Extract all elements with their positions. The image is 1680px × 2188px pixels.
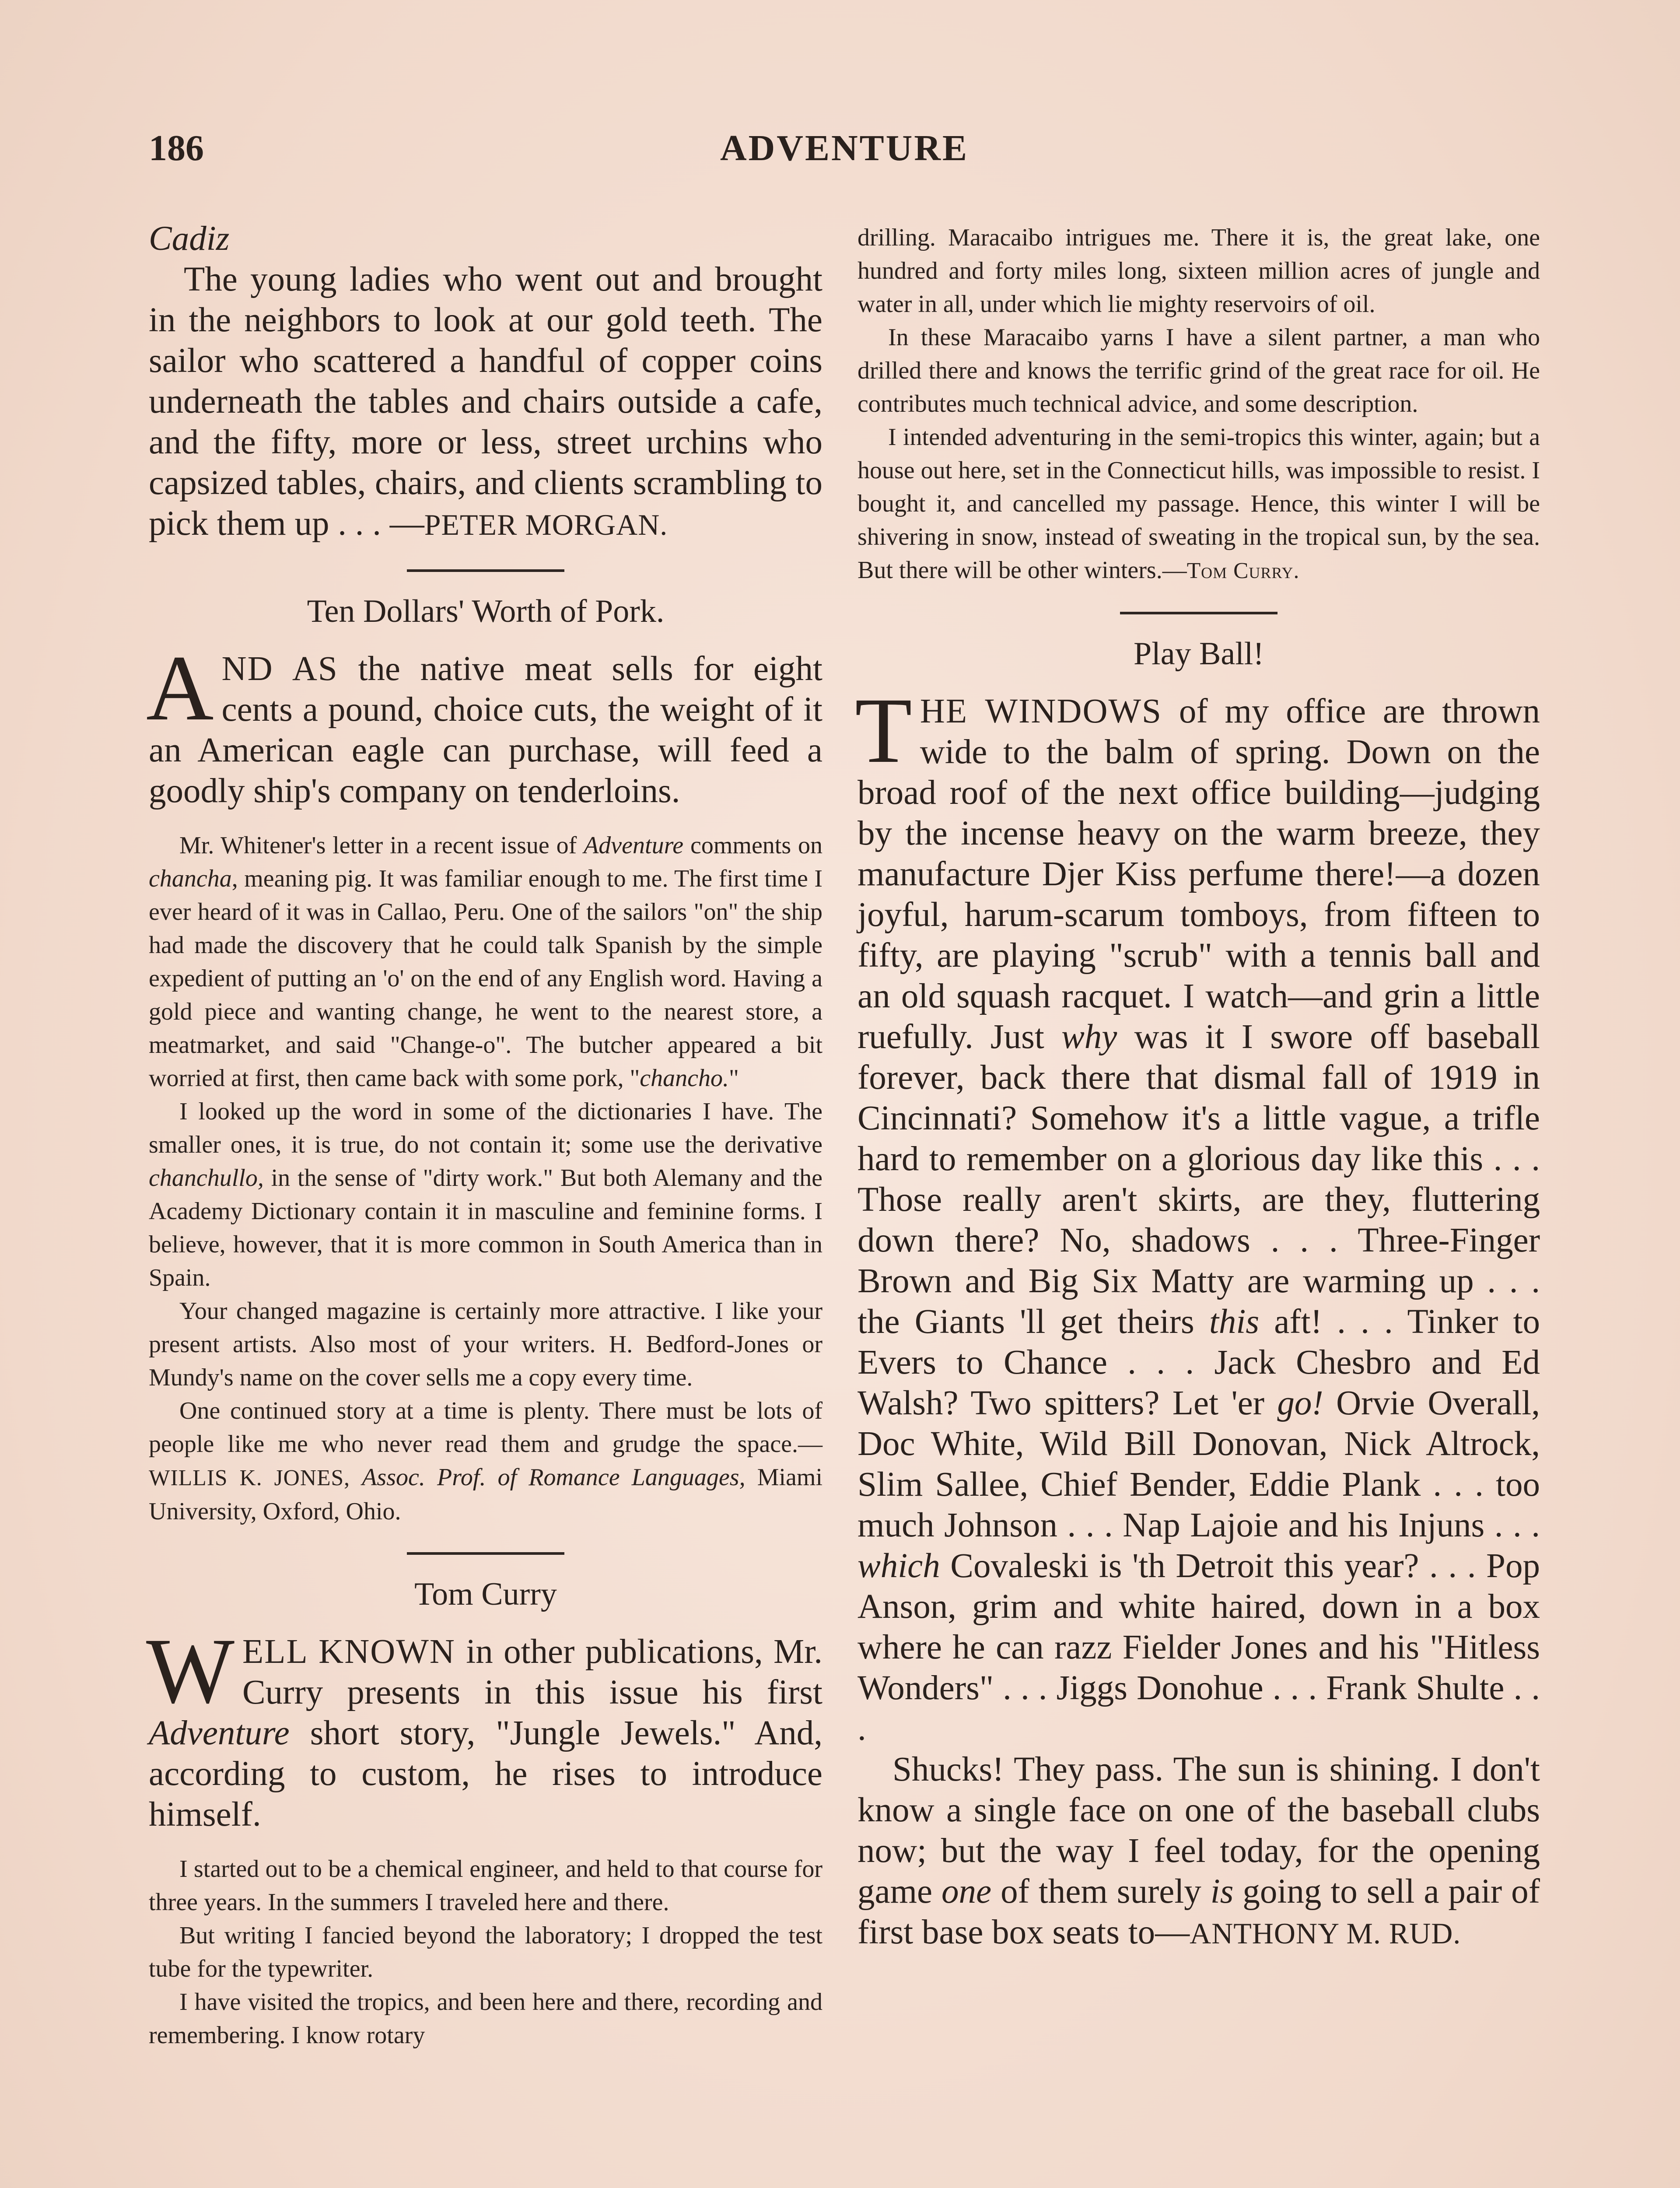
- pork-dropcap: A: [146, 636, 214, 740]
- right-column: [855, 221, 1540, 1954]
- pork-lead: [146, 636, 822, 811]
- cadiz-place: Cadiz: [149, 220, 230, 258]
- text-run: go!: [1277, 1384, 1323, 1422]
- text-run: is: [1210, 1872, 1234, 1911]
- text-run: Orvie Overall, Doc White, Wild Bill Donovan, Nick Altrock, Slim Sallee, Chief Bender, Eddie Plank . . . too much Johnson . . . Nap Lajoie and his Injuns . . .: [858, 1384, 1540, 1544]
- curry-cont-p2: In these Maracaibo yarns I have a silent partner, a man who drilled there and knows the terrific grind of the great race for oil. He contributes much technical advice, and some description.: [858, 324, 1540, 417]
- playball-p2: [858, 1749, 1540, 1954]
- text-run: chancha: [149, 865, 232, 892]
- curry-cont-p1: drilling. Maracaibo intrigues me. There it is, the great lake, one hundred and forty miles long, sixteen million acres of jungle and water in all, under which lie mighty reservoirs of oil.: [858, 224, 1540, 318]
- section-divider: [1120, 612, 1278, 614]
- pork-lead-caps: ND AS: [221, 650, 338, 688]
- playball-signature: ANTHONY M. RUD.: [1190, 1917, 1461, 1950]
- pork-title: Ten Dollars' Worth of Pork.: [307, 593, 665, 629]
- cadiz-paragraph: [149, 259, 822, 545]
- curry-dropcap: W: [146, 1619, 234, 1723]
- text-run: , meaning pig. It was familiar enough to me. The first time I ever heard of it was in Callao, Peru. One of the sailors "on" the ship had made the discovery that he could talk Spanish by the simple expedient of putting an 'o' on the end of any English word. Having a gold piece and wanting change, he went to the nearest store, a meatmarket, and said "Change-o". The butcher appeared a bit worried at first, then came back with some pork, ": [149, 865, 822, 1092]
- text-run: I intended adventuring in the semi-tropics this winter, again; but a house out here, set in the Connecticut hills, was impossible to resist. I bought it, and cancelled my passage. Hence, this winter I will be shivering in snow, instead of sweating in the tropical sun, by the sea. But there will be other winters.—: [858, 424, 1540, 584]
- text-run: chancho.: [640, 1065, 729, 1092]
- text-run: this: [1209, 1303, 1260, 1341]
- text-run: of them surely: [991, 1872, 1211, 1911]
- pork-letter-p2: [149, 1095, 822, 1294]
- text-run: was it I swore off baseball forever, back there that dismal fall of 1919 in Cincinnati? Somehow it's a little vague, a trifle hard to remember on a glorious day like this . . . Those really aren't skirts, are they, fluttering down there? No, shadows . . . Three-Finger Brown and Big Six Matty are warming up . . . the Giants 'll get theirs: [858, 1018, 1540, 1341]
- text-run: One continued story at a time is plenty. There must be lots of people like me who never read them and grudge the space.—: [149, 1397, 822, 1458]
- text-run: why: [1061, 1018, 1117, 1056]
- curry-p2: But writing I fancied beyond the laboratory; I dropped the test tube for the typewriter.: [149, 1922, 822, 1982]
- playball-dropcap: T: [855, 679, 912, 782]
- text-run: comments on: [683, 832, 822, 859]
- curry-lead-caps: ELL KNOWN: [242, 1633, 455, 1671]
- curry-p1: I started out to be a chemical engineer, and held to that course for three years. In the summers I traveled here and there.: [149, 1855, 822, 1916]
- playball-lead-caps: HE WINDOWS: [920, 692, 1162, 730]
- text-run: I looked up the word in some of the dictionaries I have. The smaller ones, it is true, do not contain it; some use the derivative: [149, 1098, 822, 1158]
- curry-title: Tom Curry: [414, 1576, 557, 1612]
- curry-signature: Tom Curry.: [1186, 558, 1300, 583]
- playball-p1: [855, 679, 1540, 1749]
- text-run: [350, 1464, 362, 1491]
- section-divider: [407, 569, 564, 572]
- pork-letter-p3: Your changed magazine is certainly more attractive. I like your present artists. Also most of your writers. H. Bedford-Jones or Mundy's name on the cover sells me a copy every time.: [149, 1297, 822, 1391]
- text-run: Shucks! They pass. The sun is shining. I don't know a single face on one of the baseball clubs now; but the way I feel today, for the opening game: [858, 1750, 1540, 1911]
- text-run: short story, "Jungle Jewels." And, according to custom, he rises to introduce himself.: [149, 1714, 822, 1834]
- text-run: Covaleski is 'th Detroit this year? . . . Pop Anson, grim and white haired, down in a box where he can razz Fielder Jones and his "Hitless Wonders" . . . Jiggs Donohue . . . Frank Shulte . . .: [858, 1547, 1540, 1748]
- pork-lead-text: the native meat sells for eight cents a pound, choice cuts, the weight of it an American eagle can purchase, will feed a goodly ship's company on tenderloins.: [149, 650, 822, 810]
- running-head: ADVENTURE: [720, 128, 969, 168]
- text-run: ": [729, 1065, 739, 1092]
- section-divider: [407, 1552, 564, 1555]
- cadiz-text: The young ladies who went out and brought in the neighbors to look at our gold teeth. The sailor who scattered a handful of copper coins underneath the tables and chairs outside a cafe, and the fifty, more or less, street urchins who capsized tables, chairs, and clients scrambling to pick them up . . . —: [149, 260, 822, 543]
- left-column: [146, 219, 823, 2052]
- text-run: in other publications, Mr. Curry presents in this issue his first: [242, 1633, 822, 1711]
- text-run: one: [942, 1872, 992, 1911]
- curry-p3: I have visited the tropics, and been here and there, recording and remembering. I know rotary: [149, 1988, 822, 2049]
- page-header: [149, 127, 1540, 175]
- page-number: 186: [149, 128, 204, 168]
- pork-signature: WILLIS K. JONES,: [149, 1466, 350, 1490]
- pork-letter-p1: [149, 829, 822, 1095]
- text-run: Adventure: [584, 832, 684, 859]
- text-run: Miami University, Oxford, Ohio.: [149, 1464, 823, 1525]
- text-run: of my office are thrown wide to the balm of spring. Down on the broad roof of the next office building—judging by the incense heavy on the warm breeze, they manufacture Djer Kiss perfume there!—a dozen joyful, harum-scarum tomboys, from fifteen to fifty, are playing "scrub" with a tennis ball and an old squash racquet. I watch—and grin a little ruefully. Just: [858, 692, 1540, 1056]
- text-run: chanchullo,: [149, 1164, 264, 1192]
- text-run: going to sell a pair of first base box seats to—: [858, 1872, 1540, 1951]
- text-run: Mr. Whitener's letter in a recent issue of: [179, 832, 584, 859]
- cadiz-signature: PETER MORGAN.: [424, 508, 668, 541]
- curry-cont-p3: [858, 421, 1540, 588]
- text-run: Assoc. Prof. of Romance Languages,: [362, 1464, 746, 1491]
- text-run: Adventure: [149, 1714, 290, 1752]
- text-run: which: [858, 1547, 940, 1585]
- playball-title: Play Ball!: [1133, 636, 1264, 672]
- pork-letter-p4: [149, 1394, 822, 1528]
- text-run: aft! . . . Tinker to Evers to Chance . . . Jack Chesbro and Ed Walsh? Two spitters? Let 'er: [858, 1303, 1540, 1422]
- text-run: in the sense of "dirty work." But both Alemany and the Academy Dictionary contain it in masculine and feminine forms. I believe, however, that it is more common in South America than in Spain.: [149, 1164, 822, 1291]
- curry-lead: [146, 1619, 822, 1835]
